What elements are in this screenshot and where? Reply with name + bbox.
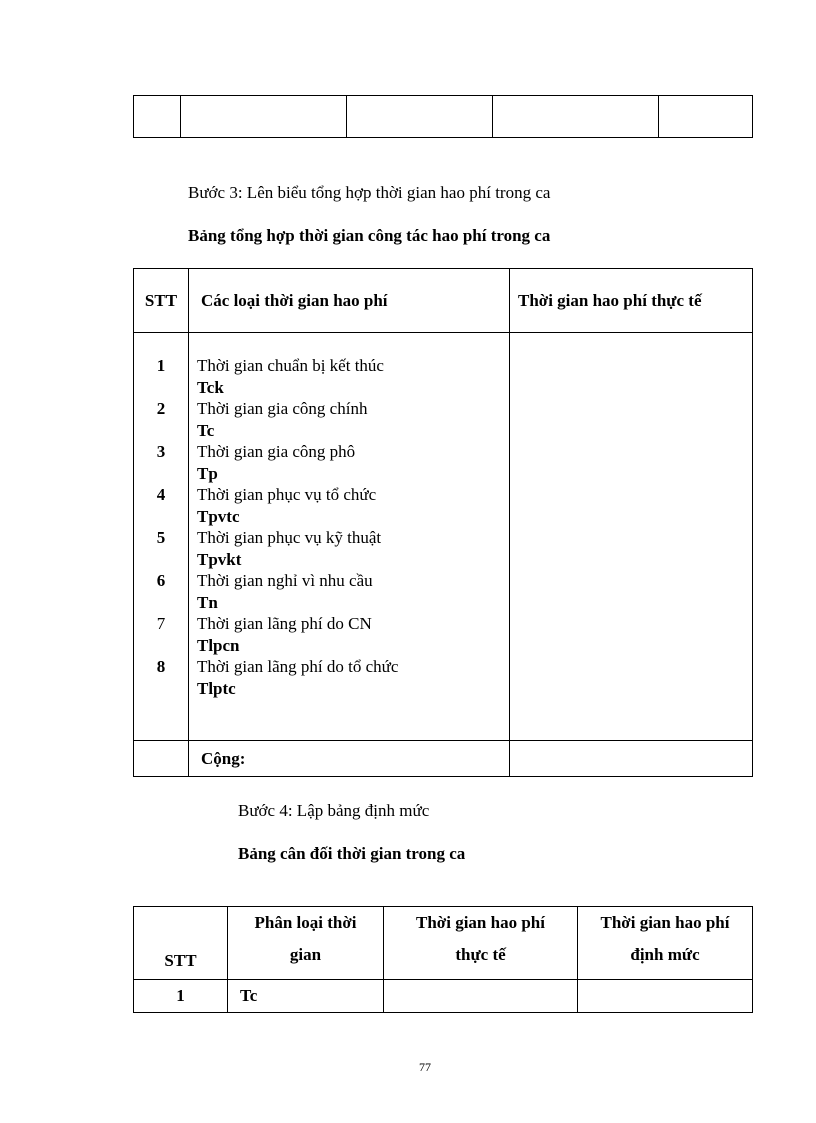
time-type-code: Tpvkt — [197, 549, 242, 569]
list-item — [197, 527, 509, 570]
time-type-label: Thời gian gia công phô — [197, 442, 356, 461]
time-type-code: Tn — [197, 592, 218, 612]
time-balance-table — [133, 906, 753, 1013]
list-item — [197, 441, 509, 484]
time-type-label: Thời gian gia công chính — [197, 399, 368, 418]
row-number: 3 — [156, 442, 166, 461]
time-type-code: Tc — [228, 980, 384, 1013]
stt-column — [134, 333, 189, 741]
list-item — [197, 570, 509, 613]
table-header-row — [134, 907, 753, 980]
table-header-row — [134, 269, 753, 333]
row-number: 4 — [156, 485, 166, 504]
time-type-label: Thời gian chuẩn bị kết thúc — [197, 356, 384, 375]
row-number: 7 — [156, 614, 166, 633]
row-number: 5 — [156, 528, 166, 547]
col-header-actual-time: Thời gian hao phí thực tế — [384, 907, 578, 980]
step4-table-title: Bảng cân đối thời gian trong ca — [238, 844, 466, 863]
actual-time-column — [510, 333, 753, 741]
step3-table-title: Bảng tổng hợp thời gian công tác hao phí trong ca — [188, 226, 551, 245]
step3-heading: Bước 3: Lên biểu tổng hợp thời gian hao phí trong ca — [188, 183, 551, 202]
step4-heading: Bước 4: Lập bảng định mức — [238, 801, 430, 820]
col-header-stt: STT — [134, 907, 228, 980]
time-type-label: Thời gian phục vụ tổ chức — [197, 485, 377, 504]
col-header-norm-time: Thời gian hao phí định mức — [578, 907, 753, 980]
time-type-label: Thời gian phục vụ kỹ thuật — [197, 528, 382, 547]
total-value — [510, 741, 753, 777]
total-label: Cộng: — [189, 741, 510, 777]
continued-table-fragment — [133, 95, 753, 138]
col-header-stt: STT — [134, 269, 189, 333]
time-type-column — [189, 333, 510, 741]
table-row — [134, 980, 753, 1013]
list-item — [197, 355, 509, 398]
time-summary-table — [133, 268, 753, 777]
time-type-code: Tp — [197, 463, 218, 483]
time-type-label: Thời gian lãng phí do tổ chức — [197, 657, 399, 676]
time-type-code: Tpvtc — [197, 506, 240, 526]
time-type-code: Tlptc — [197, 678, 236, 698]
time-type-code: Tck — [197, 377, 224, 397]
row-number: 6 — [156, 571, 166, 590]
col-header-time-type: Phân loại thời gian — [228, 907, 384, 980]
list-item — [197, 656, 509, 699]
col-header-time-type: Các loại thời gian hao phí — [189, 269, 510, 333]
table-body-row — [134, 333, 753, 741]
list-item — [197, 398, 509, 441]
time-type-code: Tc — [197, 420, 215, 440]
row-number: 1 — [134, 980, 228, 1013]
total-row — [134, 741, 753, 777]
row-number: 1 — [156, 356, 166, 375]
time-type-label: Thời gian nghỉ vì nhu cầu — [197, 571, 373, 590]
row-number: 8 — [156, 657, 166, 676]
col-header-actual-time: Thời gian hao phí thực tế — [510, 269, 753, 333]
list-item — [197, 484, 509, 527]
row-number: 2 — [156, 399, 166, 418]
list-item — [197, 613, 509, 656]
time-type-code: Tlpcn — [197, 635, 240, 655]
page-number: 77 — [419, 1060, 431, 1074]
time-type-label: Thời gian lãng phí do CN — [197, 614, 372, 633]
